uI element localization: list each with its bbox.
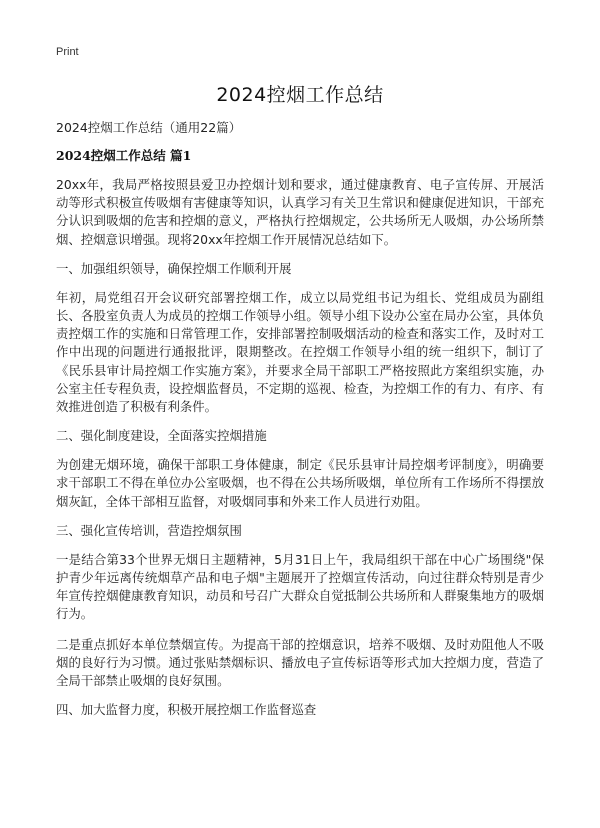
document-subtitle: 2024控烟工作总结（通用22篇） [56,120,242,135]
section-body-3b: 二是重点抓好本单位禁烟宣传。为提高干部的控烟意识，培养不吸烟、及时劝阻他人不吸烟的良好行为习惯。通过张贴禁烟标识、播放电子宣传标语等形式加大控烟力度，营造了全局干部禁止吸烟的良好氛围。 [56,636,544,689]
section-heading-2: 二、强化制度建设，全面落实控烟措施 [56,428,267,444]
section-body-1: 年初，局党组召开会议研究部署控烟工作，成立以局党组书记为组长、党组成员为副组长、各股室负责人为成员的控烟工作领导小组。领导小组下设办公室在局办公室，具体负责控烟工作的实施和日常管理工作，安排部署控制吸烟活动的检查和落实工作，及时对工作中出现的问题进行通报批评，限期整改。在控烟工作领导小组的统一组织下，制订了《民乐县审计局控烟工作实施方案》，并要求全局干部职工严格按照此方案组织实施，办公室主任专程负责，设控烟监督员，不定期的巡视、检查，为控烟工作的有力、有序、有效推进创造了积极有利条件。 [56,289,544,415]
piece-heading: 2024控烟工作总结 篇1 [56,148,192,163]
document-body [56,120,544,730]
section-heading-1: 一、加强组织领导，确保控烟工作顺利开展 [56,260,292,276]
page-title: 2024控烟工作总结 [216,84,384,106]
section-body-3a: 一是结合第33个世界无烟日主题精神，5月31日上午，我局组织干部在中心广场围绕"保护青少年远离传统烟草产品和电子烟"主题展开了控烟宣传活动，向过往群众特别是青少年宣传控烟健康教育知识，动员和号召广大群众自觉抵制公共场所和人群聚集地方的吸烟行为。 [56,551,544,622]
print-link[interactable]: Print [56,46,79,58]
section-body-2: 为创建无烟环境，确保干部职工身体健康，制定《民乐县审计局控烟考评制度》，明确要求干部职工不得在单位办公室吸烟，也不得在公共场所吸烟，单位所有工作场所不得摆放烟灰缸，全体干部相互监督，对吸烟同事和外来工作人员进行劝阻。 [56,457,544,509]
section-heading-3: 三、强化宣传培训，营造控烟氛围 [56,522,242,538]
section-heading-4: 四、加大监督力度，积极开展控烟工作监督巡查 [56,702,317,718]
intro-paragraph: 20xx年，我局严格按照县爱卫办控烟计划和要求，通过健康教育、电子宣传屏、开展活动等形式积极宣传吸烟有害健康等知识，认真学习有关卫生常识和健康促进知识，干部充分认识到吸烟的危害和控烟的意义，严格执行控烟规定，公共场所无人吸烟，办公场所禁烟、控烟意识增强。现将20xx年控烟工作开展情况总结如下。 [56,177,544,247]
